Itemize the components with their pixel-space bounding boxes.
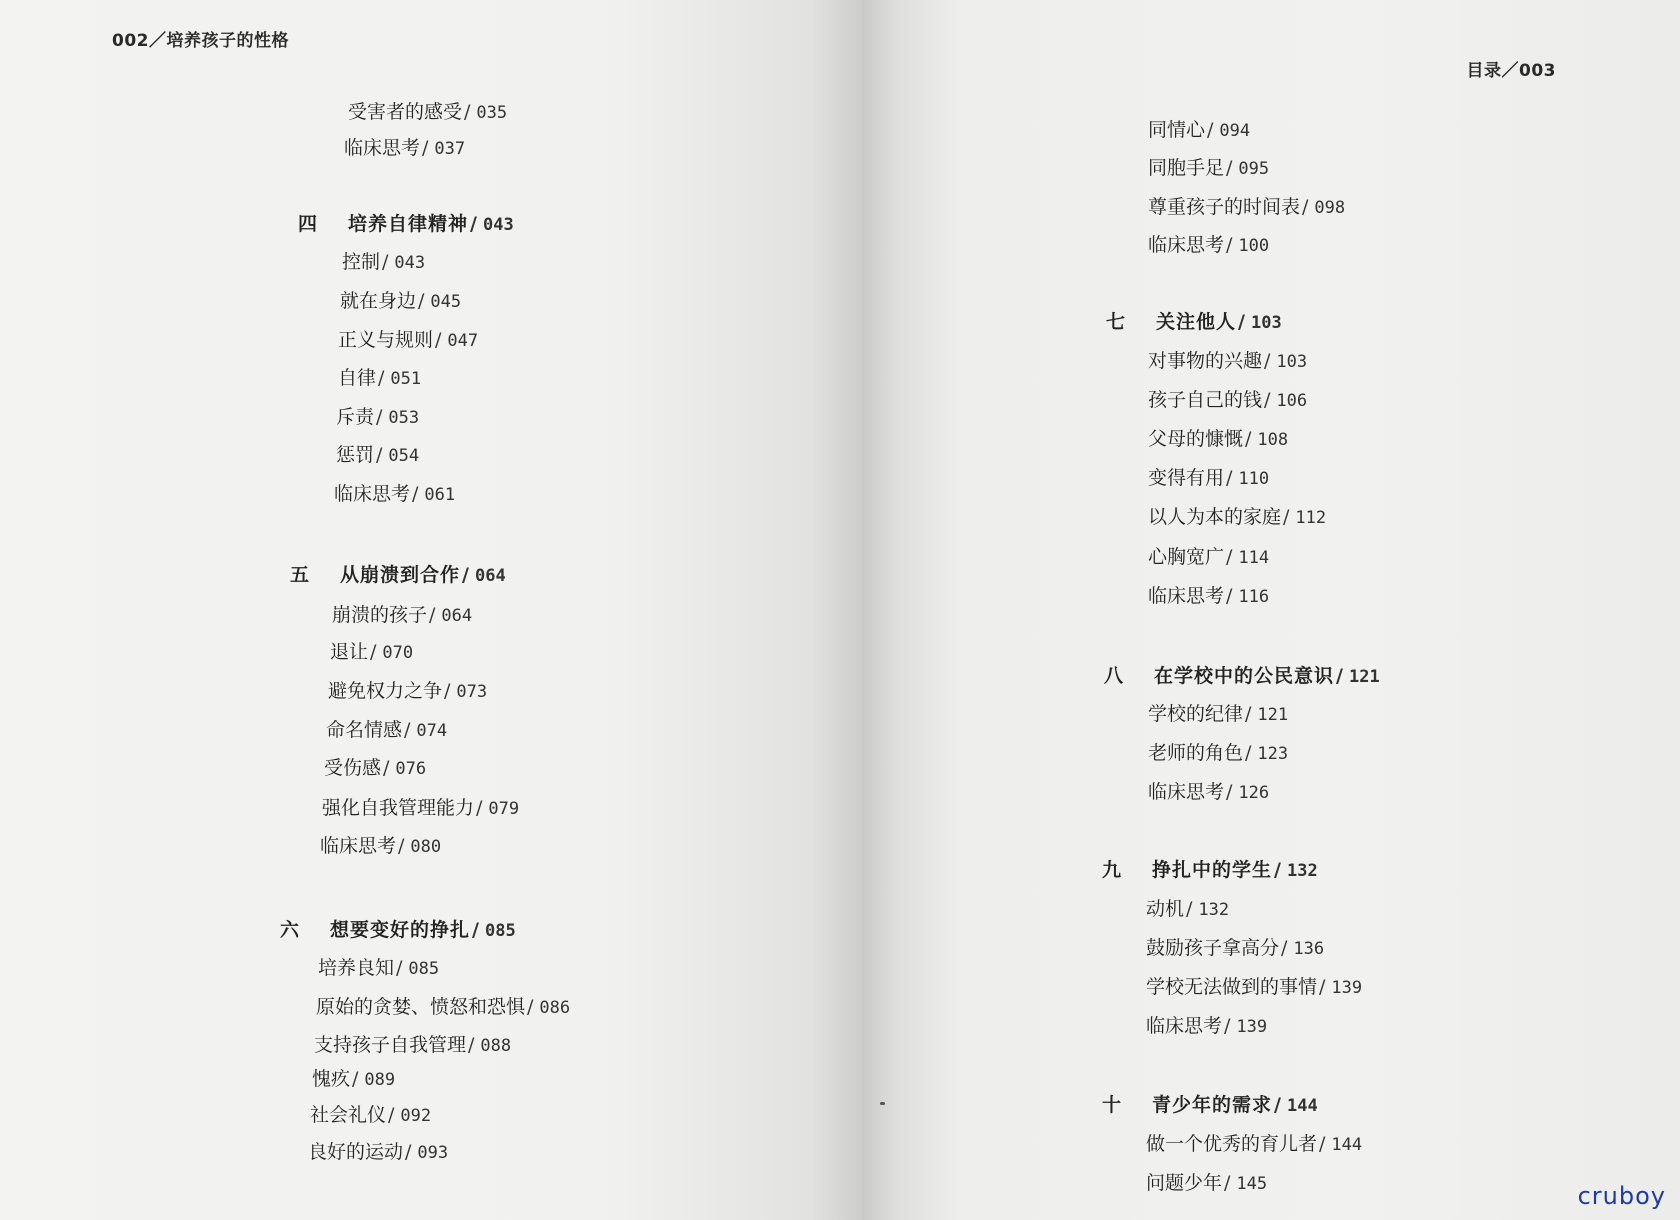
toc-item	[324, 756, 426, 781]
page-separator: /	[418, 290, 425, 312]
chapter-number: 七	[1106, 311, 1126, 333]
page-number: 123	[1257, 744, 1289, 764]
page-number: 103	[1276, 352, 1308, 372]
toc-item	[326, 718, 447, 743]
page-separator: /	[1238, 311, 1245, 333]
page-number: 085	[408, 959, 440, 979]
item-title: 动机	[1146, 898, 1185, 920]
toc-chapter	[290, 563, 506, 588]
item-title: 控制	[342, 251, 381, 273]
toc-item	[1146, 1132, 1362, 1157]
chapter-title: 青少年的需求	[1152, 1094, 1273, 1116]
page-separator: /	[1245, 742, 1252, 764]
page-separator: /	[435, 329, 442, 351]
item-title: 同情心	[1148, 119, 1206, 141]
item-title: 命名情感	[326, 719, 403, 741]
toc-item	[342, 250, 425, 275]
toc-item	[348, 100, 507, 125]
page-separator: /	[1319, 976, 1326, 998]
page-number: 116	[1238, 587, 1270, 607]
page-separator: /	[1226, 157, 1233, 179]
chapter-title: 培养自律精神	[348, 213, 469, 235]
page-separator: /	[1319, 1133, 1326, 1155]
page-separator: /	[1264, 350, 1271, 372]
page-number: 112	[1295, 508, 1327, 528]
item-title: 临床思考	[344, 137, 421, 159]
page-number: 145	[1236, 1174, 1268, 1194]
page-separator: /	[1207, 119, 1214, 141]
page-separator: /	[352, 1068, 359, 1090]
item-title: 崩溃的孩子	[332, 604, 428, 626]
toc-item	[336, 405, 419, 430]
page-number: 132	[1198, 900, 1230, 920]
item-title: 强化自我管理能力	[322, 797, 475, 819]
page-number: 093	[417, 1143, 449, 1163]
item-title: 对事物的兴趣	[1148, 350, 1263, 372]
page-separator: /	[1186, 898, 1193, 920]
page-separator: /	[1224, 1015, 1231, 1037]
page-number: 136	[1293, 939, 1325, 959]
toc-item	[336, 443, 419, 468]
chapter-title: 关注他人	[1156, 311, 1237, 333]
toc-item	[1148, 545, 1269, 570]
watermark: cruboy	[1577, 1182, 1666, 1210]
page-number: 074	[416, 721, 448, 741]
item-title: 做一个优秀的育儿者	[1146, 1133, 1318, 1155]
page-number: 073	[456, 682, 488, 702]
item-title: 惩罚	[336, 444, 375, 466]
toc-chapter	[280, 918, 516, 943]
toc-item	[1148, 349, 1307, 374]
item-title: 退让	[330, 641, 369, 663]
page-number: 043	[482, 215, 514, 235]
page-number: 086	[539, 998, 571, 1018]
toc-item	[1148, 780, 1269, 805]
item-title: 自律	[338, 367, 377, 389]
page-separator: /	[476, 797, 483, 819]
toc-item	[340, 289, 461, 314]
toc-chapter	[298, 212, 514, 237]
item-title: 同胞手足	[1148, 157, 1225, 179]
page-number: 144	[1286, 1096, 1318, 1116]
item-title: 变得有用	[1148, 467, 1225, 489]
toc-item	[1146, 975, 1362, 1000]
item-title: 支持孩子自我管理	[314, 1034, 467, 1056]
page-number: 144	[1331, 1135, 1363, 1155]
item-title: 社会礼仪	[310, 1104, 387, 1126]
page-number: 064	[441, 606, 473, 626]
page-number: 103	[1250, 313, 1282, 333]
toc-item	[338, 366, 421, 391]
toc-item	[1148, 741, 1288, 766]
toc-item	[320, 834, 441, 859]
toc-item	[1148, 156, 1269, 181]
page-separator: /	[1245, 703, 1252, 725]
page-number: 139	[1236, 1017, 1268, 1037]
toc-item	[338, 328, 478, 353]
toc-item	[308, 1140, 448, 1165]
page-separator: /	[1336, 665, 1343, 687]
item-title: 问题少年	[1146, 1172, 1223, 1194]
item-title: 原始的贪婪、愤怒和恐惧	[316, 996, 526, 1018]
chapter-title: 在学校中的公民意识	[1154, 665, 1335, 687]
right-toc	[862, 0, 1680, 1220]
toc-item	[322, 796, 519, 821]
item-title: 老师的角色	[1148, 742, 1244, 764]
page-separator: /	[405, 1141, 412, 1163]
item-title: 鼓励孩子拿高分	[1146, 937, 1280, 959]
page-number: 043	[394, 253, 426, 273]
chapter-number: 十	[1102, 1094, 1122, 1116]
page-number: 054	[388, 446, 420, 466]
page-separator: /	[404, 719, 411, 741]
item-title: 父母的慷慨	[1148, 428, 1244, 450]
item-title: 愧疚	[312, 1068, 351, 1090]
chapter-title: 想要变好的挣扎	[330, 919, 471, 941]
toc-item	[332, 603, 472, 628]
item-title: 受害者的感受	[348, 101, 463, 123]
item-title: 临床思考	[334, 483, 411, 505]
chapter-title: 挣扎中的学生	[1152, 859, 1273, 881]
item-title: 正义与规则	[338, 329, 434, 351]
item-title: 学校的纪律	[1148, 703, 1244, 725]
page-separator: /	[376, 406, 383, 428]
toc-item	[330, 640, 413, 665]
page-number: 098	[1314, 198, 1346, 218]
chapter-number: 九	[1102, 859, 1122, 881]
page-number: 094	[1219, 121, 1251, 141]
page-number: 132	[1286, 861, 1318, 881]
page-separator: /	[527, 996, 534, 1018]
item-title: 受伤感	[324, 757, 382, 779]
toc-item	[1146, 897, 1229, 922]
toc-item	[314, 1033, 511, 1058]
page-number: 139	[1331, 978, 1363, 998]
toc-item	[334, 482, 455, 507]
page-separator: /	[1224, 1172, 1231, 1194]
page-separator: /	[1274, 859, 1281, 881]
page-separator: /	[398, 835, 405, 857]
toc-item	[328, 679, 487, 704]
page-number: 045	[430, 292, 462, 312]
toc-item	[1148, 702, 1288, 727]
toc-item	[312, 1067, 395, 1092]
page-separator: /	[1274, 1094, 1281, 1116]
right-running-header: 目录／003	[1466, 61, 1556, 81]
toc-item	[1146, 1014, 1267, 1039]
page-separator: /	[383, 757, 390, 779]
page-separator: /	[378, 367, 385, 389]
item-title: 尊重孩子的时间表	[1148, 196, 1301, 218]
page-separator: /	[472, 919, 479, 941]
toc-item	[1148, 195, 1345, 220]
page-number: 064	[474, 566, 506, 586]
scan-speck	[880, 1102, 885, 1105]
item-title: 心胸宽广	[1148, 546, 1225, 568]
toc-chapter	[1106, 310, 1282, 335]
item-title: 避免权力之争	[328, 680, 443, 702]
page-separator: /	[1245, 428, 1252, 450]
page-separator: /	[1226, 467, 1233, 489]
page-number: 121	[1348, 667, 1380, 687]
item-title: 良好的运动	[308, 1141, 404, 1163]
page-separator: /	[1302, 196, 1309, 218]
page-separator: /	[464, 101, 471, 123]
page-number: 053	[388, 408, 420, 428]
item-title: 临床思考	[1148, 781, 1225, 803]
chapter-number: 五	[290, 564, 310, 586]
toc-item	[1148, 466, 1269, 491]
page-separator: /	[468, 1034, 475, 1056]
item-title: 临床思考	[1146, 1015, 1223, 1037]
left-running-header: 002／培养孩子的性格	[112, 31, 289, 51]
toc-item	[1148, 427, 1288, 452]
right-page	[862, 0, 1680, 1220]
toc-item	[1148, 584, 1269, 609]
item-title: 孩子自己的钱	[1148, 389, 1263, 411]
page-separator: /	[444, 680, 451, 702]
page-number: 126	[1238, 783, 1270, 803]
page-number: 100	[1238, 236, 1270, 256]
page-number: 085	[484, 921, 516, 941]
page-separator: /	[1283, 506, 1290, 528]
page-number: 047	[447, 331, 479, 351]
page-number: 070	[382, 643, 414, 663]
item-title: 就在身边	[340, 290, 417, 312]
page-number: 095	[1238, 159, 1270, 179]
toc-item	[316, 995, 570, 1020]
page-separator: /	[376, 444, 383, 466]
page-number: 035	[476, 103, 508, 123]
page-number: 092	[400, 1106, 432, 1126]
page-separator: /	[470, 213, 477, 235]
page-separator: /	[370, 641, 377, 663]
page-number: 037	[434, 139, 466, 159]
toc-item	[318, 956, 439, 981]
chapter-number: 四	[298, 213, 318, 235]
page-number: 110	[1238, 469, 1270, 489]
page-separator: /	[382, 251, 389, 273]
toc-item	[310, 1103, 431, 1128]
toc-item	[1148, 388, 1307, 413]
chapter-title: 从崩溃到合作	[340, 564, 461, 586]
page-number: 106	[1276, 391, 1308, 411]
item-title: 临床思考	[320, 835, 397, 857]
item-title: 临床思考	[1148, 234, 1225, 256]
page-separator: /	[396, 957, 403, 979]
item-title: 临床思考	[1148, 585, 1225, 607]
chapter-number: 六	[280, 919, 300, 941]
item-title: 学校无法做到的事情	[1146, 976, 1318, 998]
page-separator: /	[1226, 781, 1233, 803]
item-title: 斥责	[336, 406, 375, 428]
page-number: 051	[390, 369, 422, 389]
toc-item	[1148, 118, 1250, 143]
page-separator: /	[422, 137, 429, 159]
toc-item	[1146, 936, 1324, 961]
page-number: 061	[424, 485, 456, 505]
page-number: 079	[488, 799, 520, 819]
page-number: 089	[364, 1070, 396, 1090]
toc-chapter	[1102, 1093, 1318, 1118]
page-separator: /	[412, 483, 419, 505]
page-separator: /	[1226, 546, 1233, 568]
item-title: 培养良知	[318, 957, 395, 979]
page-separator: /	[1226, 234, 1233, 256]
toc-item	[344, 136, 465, 161]
toc-chapter	[1102, 858, 1318, 883]
page-number: 080	[410, 837, 442, 857]
page-separator: /	[1281, 937, 1288, 959]
item-title: 以人为本的家庭	[1148, 506, 1282, 528]
page-number: 114	[1238, 548, 1270, 568]
page-separator: /	[429, 604, 436, 626]
page-separator: /	[462, 564, 469, 586]
toc-item	[1146, 1171, 1267, 1196]
toc-chapter	[1104, 664, 1380, 689]
page-number: 108	[1257, 430, 1289, 450]
page-number: 088	[480, 1036, 512, 1056]
page-number: 076	[395, 759, 427, 779]
toc-item	[1148, 505, 1326, 530]
page-number: 121	[1257, 705, 1289, 725]
page-separator: /	[1264, 389, 1271, 411]
toc-item	[1148, 233, 1269, 258]
chapter-number: 八	[1104, 665, 1124, 687]
page-separator: /	[1226, 585, 1233, 607]
page-separator: /	[388, 1104, 395, 1126]
